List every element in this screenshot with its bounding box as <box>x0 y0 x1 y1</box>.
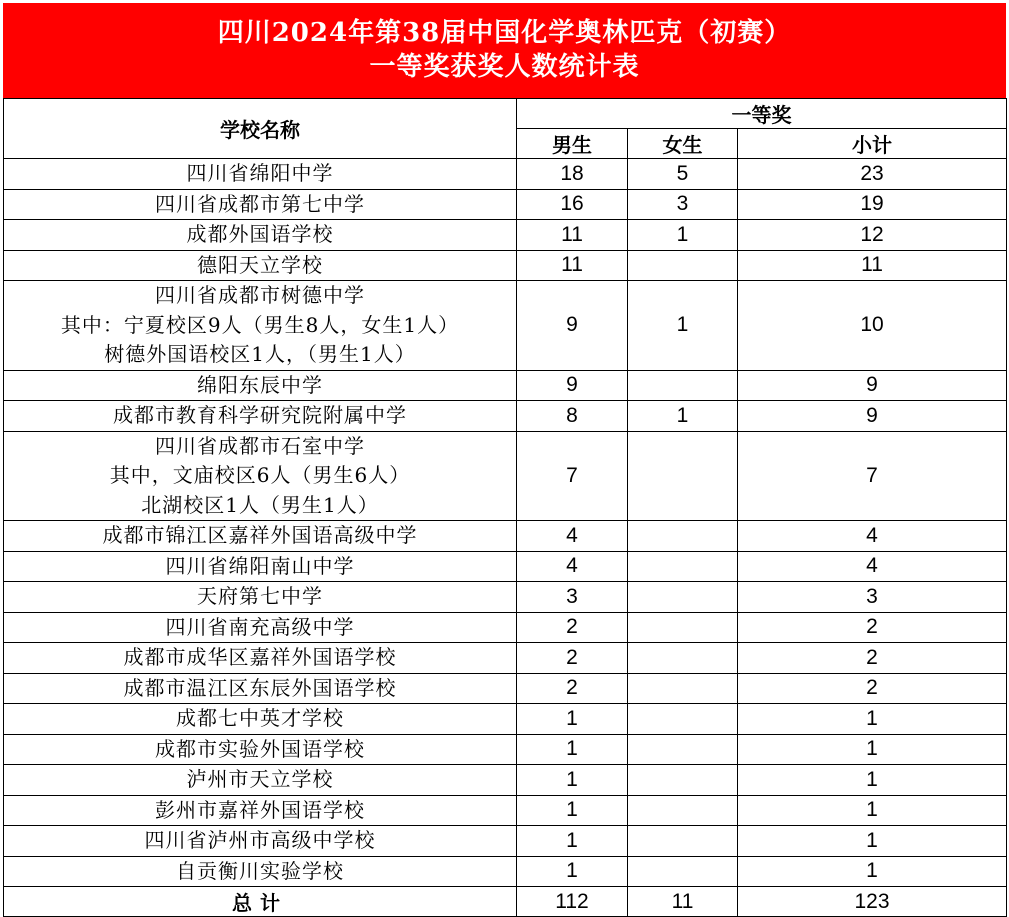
subtotal-cell: 19 <box>738 189 1007 220</box>
male-count-cell: 9 <box>517 370 628 401</box>
total-female: 11 <box>628 887 738 917</box>
school-name-cell <box>4 370 517 401</box>
school-name-line: 树德外国语校区1人，（男生1人） <box>104 342 416 366</box>
female-count-cell <box>628 643 738 674</box>
school-name-line: 泸州市天立学校 <box>186 767 334 791</box>
header-first-prize: 一等奖 <box>517 99 1007 129</box>
school-name-line: 四川省成都市第七中学 <box>155 191 365 216</box>
subtotal-cell: 9 <box>738 401 1007 432</box>
school-name-cell <box>4 612 517 643</box>
male-count-cell: 1 <box>517 826 628 857</box>
school-name-cell <box>4 795 517 826</box>
table-row <box>4 795 1007 826</box>
school-name-line: 成都市温江区东辰外国语学校 <box>123 675 397 700</box>
total-male: 112 <box>517 887 628 917</box>
school-name-cell <box>4 281 517 371</box>
school-name-cell <box>4 431 517 521</box>
subtotal-cell: 2 <box>738 673 1007 704</box>
female-count-cell: 5 <box>628 159 738 190</box>
school-name-line: 成都市锦江区嘉祥外国语高级中学 <box>102 523 418 547</box>
female-count-cell <box>628 551 738 582</box>
school-name-cell <box>4 401 517 432</box>
subtotal-cell: 3 <box>738 582 1007 613</box>
school-name-cell <box>4 673 517 704</box>
subtotal-cell: 4 <box>738 551 1007 582</box>
subtotal-cell: 12 <box>738 220 1007 251</box>
school-name-line: 自贡衡川实验学校 <box>176 858 344 883</box>
table-row <box>4 370 1007 401</box>
table-row <box>4 856 1007 887</box>
male-count-cell: 1 <box>517 734 628 765</box>
male-count-cell: 7 <box>517 431 628 521</box>
school-name-cell <box>4 250 517 281</box>
table-row <box>4 826 1007 857</box>
subtotal-cell: 1 <box>738 704 1007 735</box>
total-label: 总计 <box>4 887 517 917</box>
table-row <box>4 704 1007 735</box>
award-table <box>3 98 1007 917</box>
female-count-cell <box>628 856 738 887</box>
male-count-cell: 2 <box>517 643 628 674</box>
school-name-cell <box>4 826 517 857</box>
female-count-cell: 1 <box>628 220 738 251</box>
subtotal-cell: 1 <box>738 795 1007 826</box>
female-count-cell: 1 <box>628 281 738 371</box>
subtotal-cell: 2 <box>738 612 1007 643</box>
title-line-1: 四川2024年第38届中国化学奥林匹克（初赛） <box>217 18 792 48</box>
subtotal-cell: 11 <box>738 250 1007 281</box>
subtotal-cell: 1 <box>738 856 1007 887</box>
female-count-cell <box>628 734 738 765</box>
subtotal-cell: 1 <box>738 734 1007 765</box>
school-name-cell <box>4 220 517 251</box>
school-name-cell <box>4 765 517 796</box>
table-row <box>4 765 1007 796</box>
subtotal-cell: 2 <box>738 643 1007 674</box>
school-name-line: 其中：宁夏校区9人（男生8人，女生1人） <box>60 312 460 337</box>
school-name-cell <box>4 734 517 765</box>
school-name-line: 成都市成华区嘉祥外国语学校 <box>123 645 397 669</box>
male-count-cell: 2 <box>517 612 628 643</box>
school-name-cell <box>4 189 517 220</box>
school-name-line: 绵阳东辰中学 <box>197 372 323 397</box>
male-count-cell: 1 <box>517 856 628 887</box>
table-row <box>4 582 1007 613</box>
table-row <box>4 551 1007 582</box>
school-name-line: 四川省绵阳中学 <box>186 161 334 185</box>
total-subtotal: 123 <box>738 887 1007 917</box>
female-count-cell <box>628 765 738 796</box>
female-count-cell <box>628 612 738 643</box>
title-line-2: 一等奖获奖人数统计表 <box>369 52 640 82</box>
school-name-line: 成都外国语学校 <box>186 222 334 246</box>
school-name-line: 四川省南充高级中学 <box>165 614 355 639</box>
school-name-cell <box>4 521 517 552</box>
header-school-name: 学校名称 <box>4 99 517 159</box>
female-count-cell <box>628 582 738 613</box>
school-name-line: 天府第七中学 <box>197 584 323 608</box>
female-count-cell <box>628 826 738 857</box>
school-name-line: 成都七中英才学校 <box>176 706 344 730</box>
female-count-cell <box>628 673 738 704</box>
title-banner <box>3 3 1006 98</box>
school-name-line: 北湖校区1人（男生1人） <box>141 492 379 517</box>
header-female: 女生 <box>628 129 738 159</box>
male-count-cell: 16 <box>517 189 628 220</box>
table-row <box>4 401 1007 432</box>
header-male: 男生 <box>517 129 628 159</box>
school-name-cell <box>4 582 517 613</box>
table-row <box>4 521 1007 552</box>
female-count-cell <box>628 250 738 281</box>
school-name-line: 四川省绵阳南山中学 <box>165 553 355 578</box>
table-row <box>4 250 1007 281</box>
school-name-line: 成都市实验外国语学校 <box>155 736 365 761</box>
subtotal-cell: 7 <box>738 431 1007 521</box>
school-name-cell <box>4 643 517 674</box>
male-count-cell: 1 <box>517 795 628 826</box>
school-name-line: 彭州市嘉祥外国语学校 <box>155 797 365 822</box>
subtotal-cell: 10 <box>738 281 1007 371</box>
female-count-cell <box>628 704 738 735</box>
header-subtotal: 小计 <box>738 129 1007 159</box>
school-name-line: 德阳天立学校 <box>197 252 323 277</box>
table-row <box>4 189 1007 220</box>
male-count-cell: 1 <box>517 765 628 796</box>
female-count-cell <box>628 521 738 552</box>
male-count-cell: 9 <box>517 281 628 371</box>
table-row <box>4 431 1007 521</box>
male-count-cell: 3 <box>517 582 628 613</box>
school-name-line: 其中，文庙校区6人（男生6人） <box>109 463 411 487</box>
female-count-cell <box>628 431 738 521</box>
table-row <box>4 643 1007 674</box>
male-count-cell: 4 <box>517 551 628 582</box>
table-body <box>4 159 1007 887</box>
table-row <box>4 734 1007 765</box>
school-name-cell <box>4 551 517 582</box>
male-count-cell: 1 <box>517 704 628 735</box>
female-count-cell <box>628 370 738 401</box>
female-count-cell <box>628 795 738 826</box>
school-name-cell <box>4 704 517 735</box>
school-name-cell <box>4 159 517 190</box>
school-name-line: 四川省泸州市高级中学校 <box>144 828 376 852</box>
subtotal-cell: 23 <box>738 159 1007 190</box>
male-count-cell: 18 <box>517 159 628 190</box>
school-name-line: 成都市教育科学研究院附属中学 <box>113 403 407 427</box>
table-row <box>4 673 1007 704</box>
male-count-cell: 8 <box>517 401 628 432</box>
table-row <box>4 612 1007 643</box>
subtotal-cell: 1 <box>738 765 1007 796</box>
male-count-cell: 2 <box>517 673 628 704</box>
table-row <box>4 159 1007 190</box>
female-count-cell: 1 <box>628 401 738 432</box>
table-row <box>4 281 1007 371</box>
school-name-line: 四川省成都市树德中学 <box>155 283 365 307</box>
female-count-cell: 3 <box>628 189 738 220</box>
male-count-cell: 11 <box>517 220 628 251</box>
male-count-cell: 4 <box>517 521 628 552</box>
subtotal-cell: 4 <box>738 521 1007 552</box>
subtotal-cell: 1 <box>738 826 1007 857</box>
male-count-cell: 11 <box>517 250 628 281</box>
subtotal-cell: 9 <box>738 370 1007 401</box>
school-name-cell <box>4 856 517 887</box>
school-name-line: 四川省成都市石室中学 <box>155 433 365 458</box>
table-row <box>4 220 1007 251</box>
total-row <box>4 887 1007 917</box>
